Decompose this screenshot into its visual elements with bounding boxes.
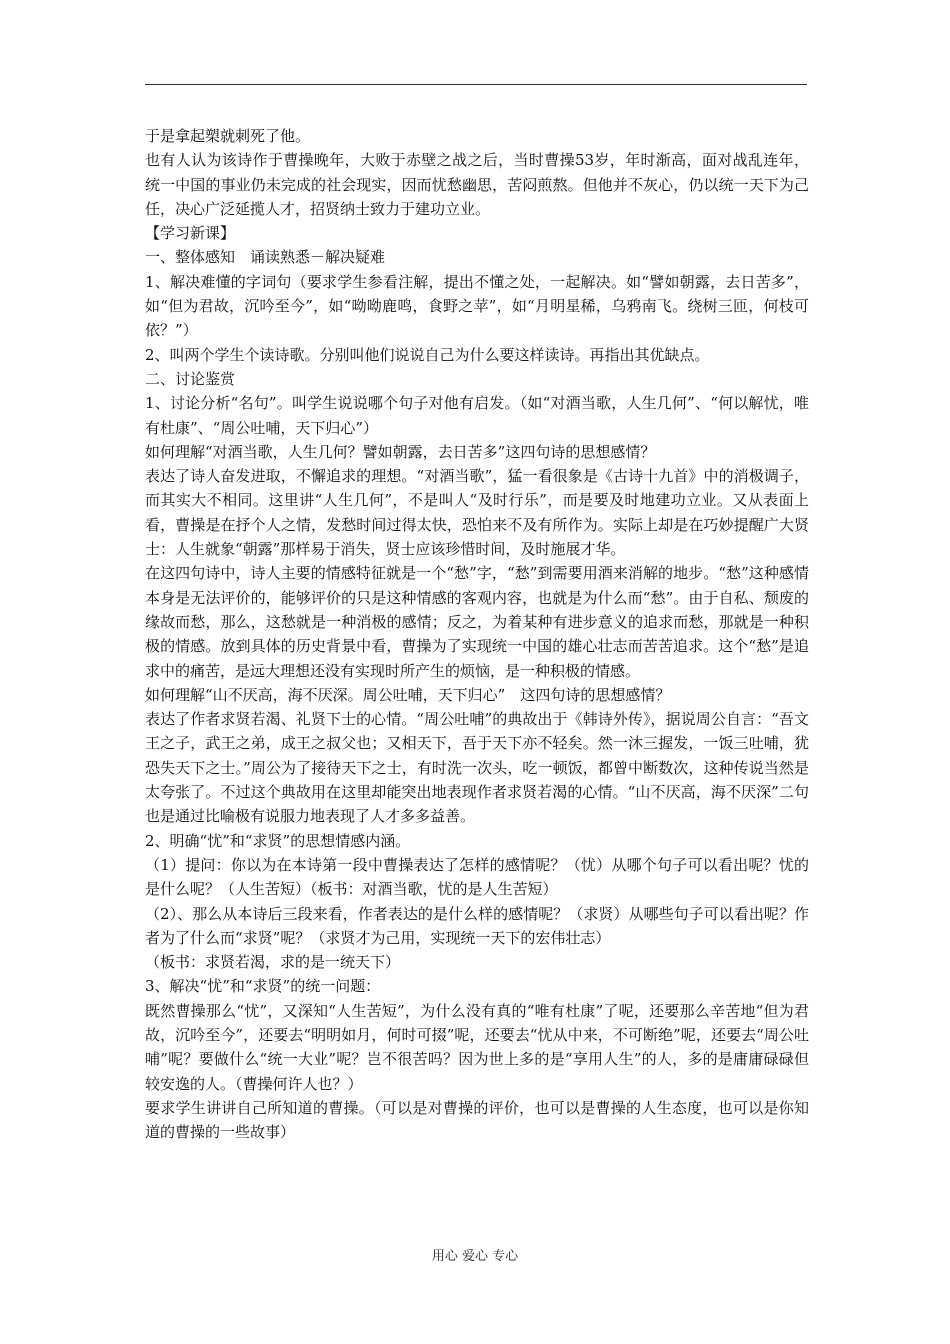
paragraph: 于是拿起槊就刺死了他。 [145, 127, 311, 145]
paragraph: 如何理解“山不厌高，海不厌深。周公吐哺，天下归心” 这四句诗的思想感情？ [145, 685, 671, 704]
paragraph: 表达了作者求贤若渴、礼贤下士的心情。“周公吐哺”的典故出于《韩诗外传》，据说周公自言：“吾文王之子，武王之弟，成王之叔父也；又相天下，吾于天下亦不轻矣。然一沐三握发，一饭三吐哺，犹恐失天下之士。”周公为了接待天下之士，有时洗一次头，吃一顿饭，都曾中断数次，这种传说当然是太夸张了。不过这个典故用在这里却能突出地表现作者求贤若渴的心情。“山不厌高，海不厌深”二句也是通过比喻极有说服力地表现了人才多多益善。 [145, 710, 809, 826]
document-body [145, 124, 809, 1144]
paragraph: 1、解决难懂的字词句（要求学生参看注解，提出不懂之处，一起解决。如“譬如朝露，去日苦多”，如“但为君故，沉吟至今”，如“呦呦鹿鸣，食野之苹”，如“月明星稀，乌鸦南飞。绕树三匝，何枝可依？”） [145, 272, 809, 340]
paragraph: 也有人认为该诗作于曹操晚年，大败于赤壁之战之后，当时曹操53岁，年时渐高，面对战乱连年，统一中国的事业仍未完成的社会现实，因而忧愁幽思，苦闷煎熬。但他并不灰心，仍以统一天下为己任，决心广泛延揽人才，招贤纳士致力于建功立业。 [145, 151, 809, 218]
header-rule [145, 84, 807, 85]
paragraph: 要求学生讲讲自己所知道的曹操。（可以是对曹操的评价，也可以是曹操的人生态度，也可以是你知道的曹操的一些故事） [145, 1098, 809, 1142]
paragraph: （2）、那么从本诗后三段来看，作者表达的是什么样的感情呢？（求贤）从哪些句子可以看出呢？作者为了什么而“求贤”呢？（求贤才为己用，实现统一天下的宏伟壮志） [145, 904, 809, 947]
section-heading: 二、讨论鉴赏 [145, 369, 236, 388]
paragraph: 3、解决“忧”和“求贤”的统一问题： [145, 977, 381, 996]
paragraph: （1）提问：你以为在本诗第一段中曹操表达了怎样的感情呢？（忧）从哪个句子可以看出呢？忧的是什么呢？（人生苦短）（板书：对酒当歌，忧的是人生苦短） [145, 855, 809, 899]
paragraph: 2、叫两个学生个读诗歌。分别叫他们说说自己为什么要这样读诗。再指出其优缺点。 [145, 345, 710, 364]
page-footer: 用心 爱心 专心 [431, 1249, 519, 1264]
paragraph: 在这四句诗中，诗人主要的情感特征就是一个“愁”字，“愁”到需要用酒来消解的地步。“愁”这种感情本身是无法评价的，能够评价的只是这种情感的客观内容，也就是为什么而“愁”。由于自私、颓废的缘故而愁，那么，这愁就是一种消极的感情；反之，为着某种有进步意义的追求而愁，那就是一种积极的情感。放到具体的历史背景中看，曹操为了实现统一中国的雄心壮志而苦苦追求。这个“愁”是追求中的痛苦，是远大理想还没有实现时所产生的烦恼，是一种积极的情感。 [145, 564, 809, 680]
paragraph: 2、明确“忧”和“求贤”的思想情感内涵。 [145, 831, 411, 850]
section-heading: 一、整体感知 诵读熟悉－解决疑难 [145, 248, 386, 267]
paragraph: 表达了诗人奋发进取，不懈追求的理想。“对酒当歌”，猛一看很象是《古诗十九首》中的消极调子，而其实大不相同。这里讲“人生几何”，不是叫人“及时行乐”，而是要及时地建功立业。又从表面上看，曹操是在抒个人之情，发愁时间过得太快，恐怕来不及有所作为。实际上却是在巧妙提醒广大贤士：人生就象“朝露”那样易于消失，贤士应该珍惜时间，及时施展才华。 [145, 467, 809, 559]
paragraph: 1、讨论分析“名句”。叫学生说说哪个句子对他有启发。（如“对酒当歌，人生几何”、“何以解忧，唯有杜康”、“周公吐哺，天下归心”） [145, 394, 809, 437]
section-heading: 【学习新课】 [145, 224, 236, 243]
paragraph: 如何理解“对酒当歌，人生几何？譬如朝露，去日苦多”这四句诗的思想感情？ [145, 442, 656, 461]
paragraph: 既然曹操那么“忧”，又深知“人生苦短”，为什么没有真的“唯有杜康”了呢，还要那么辛苦地“但为君故，沉吟至今”，还要去“明明如月，何时可掇”呢，还要去“忧从中来，不可断绝”呢，还要去“周公吐哺”呢？要做什么“统一大业”呢？岂不很苦吗？因为世上多的是“享用人生”的人，多的是庸庸碌碌但较安逸的人。（曹操何许人也？） [145, 1001, 809, 1093]
paragraph: （板书：求贤若渴，求的是一统天下） [145, 953, 401, 972]
